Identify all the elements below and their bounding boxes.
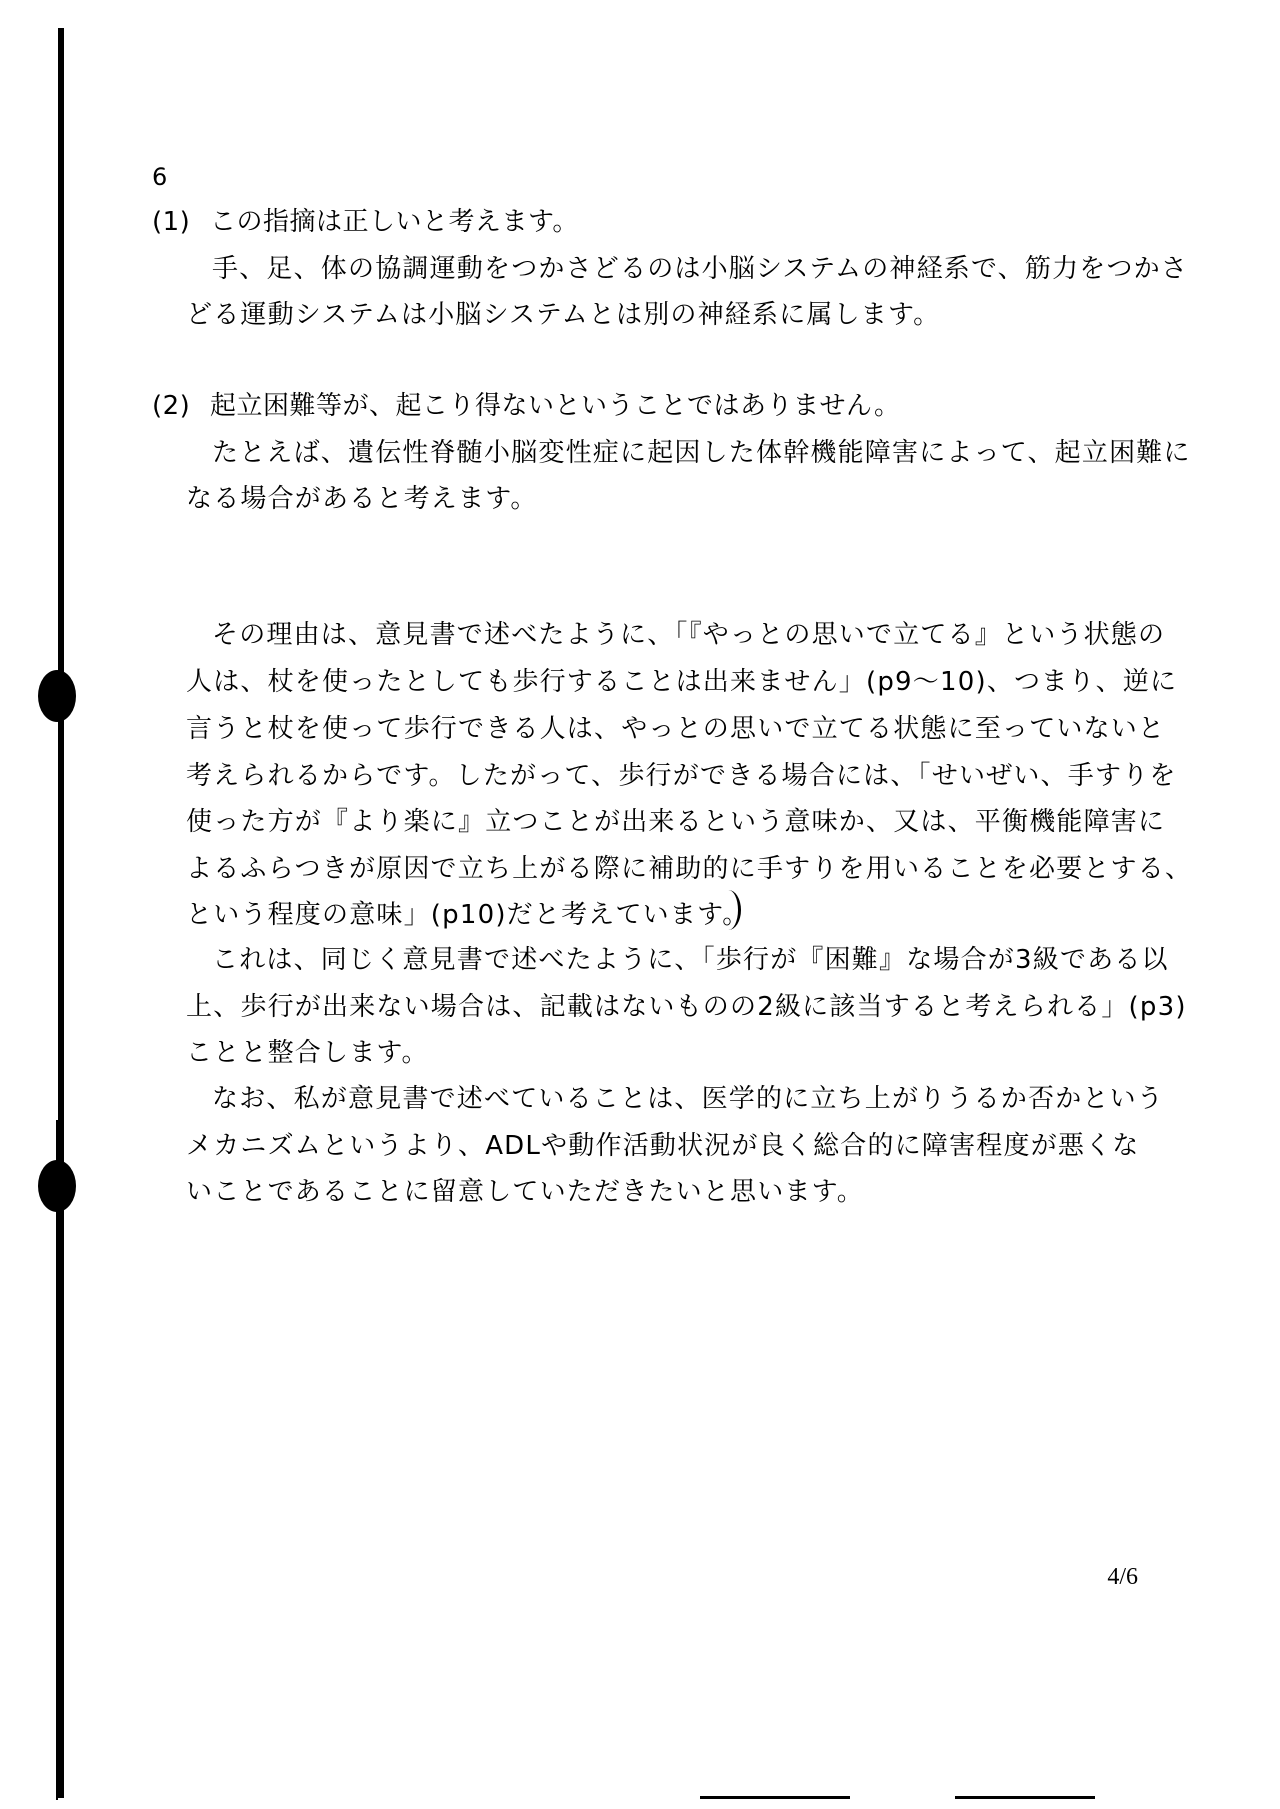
note-line: なお、私が意見書で述べていることは、医学的に立ち上がりうるか否かという: [212, 1084, 1165, 1114]
reason-line: という程度の意味」(p10)だと考えています。: [186, 900, 750, 930]
note-line: メカニズムというより、ADLや動作活動状況が良く総合的に障害程度が悪くな: [186, 1131, 1140, 1161]
reason-line: 言うと杖を使って歩行できる人は、やっとの思いで立てる状態に至っていないと: [186, 714, 1166, 744]
item-1-line: 手、足、体の協調運動をつかさどるのは小脳システムの神経系で、筋力をつかさ: [212, 254, 1189, 284]
item-2-heading: 起立困難等が、起こり得ないということではありません。: [210, 391, 901, 421]
punch-hole-bottom: [38, 1160, 76, 1212]
binder-edge-line: [58, 28, 64, 1798]
reason-line: その理由は、意見書で述べたように、「『やっとの思いで立てる』という状態の: [212, 620, 1166, 650]
reason-line: 使った方が『より楽に』立つことが出来るという意味か、又は、平衡機能障害に: [186, 807, 1166, 837]
page-number: 4/6: [1107, 1564, 1138, 1590]
reason-line: 人は、杖を使ったとしても歩行することは出来ません」(p9～10)、つまり、逆に: [186, 667, 1178, 697]
section-number: 6: [152, 163, 168, 191]
consistency-line: 上、歩行が出来ない場合は、記載はないものの2級に該当すると考えられる」(p3): [186, 992, 1187, 1022]
note-line: いことであることに留意していただきたいと思います。: [186, 1177, 864, 1207]
item-1-number: (1): [152, 207, 191, 237]
item-2-number: (2): [152, 391, 191, 421]
item-2-line: たとえば、遺伝性脊髄小脳変性症に起因した体幹機能障害によって、起立困難に: [212, 438, 1191, 468]
item-2-heading-row: [152, 390, 1160, 422]
reason-line: よるふらつきが原因で立ち上がる際に補助的に手すりを用いることを必要とする、: [186, 854, 1193, 884]
item-2-line: なる場合があると考えます。: [186, 484, 538, 514]
reason-line: 考えられるからです。したがって、歩行ができる場合には、「せいぜい、手すりを: [186, 761, 1177, 791]
punch-hole-top: [38, 670, 76, 722]
item-1-heading-row: [152, 206, 1160, 238]
consistency-line: ことと整合します。: [186, 1038, 429, 1068]
scan-mark: [955, 1796, 1095, 1799]
consistency-line: これは、同じく意見書で述べたように、「歩行が『困難』な場合が3級である以: [212, 945, 1169, 975]
binder-edge-line-lower: [56, 1120, 58, 1800]
item-1-line: どる運動システムは小脳システムとは別の神経系に属します。: [186, 300, 941, 330]
correction-seal-icon: [716, 890, 741, 930]
item-1-heading: この指摘は正しいと考えます。: [210, 207, 579, 237]
scan-mark: [700, 1796, 850, 1799]
